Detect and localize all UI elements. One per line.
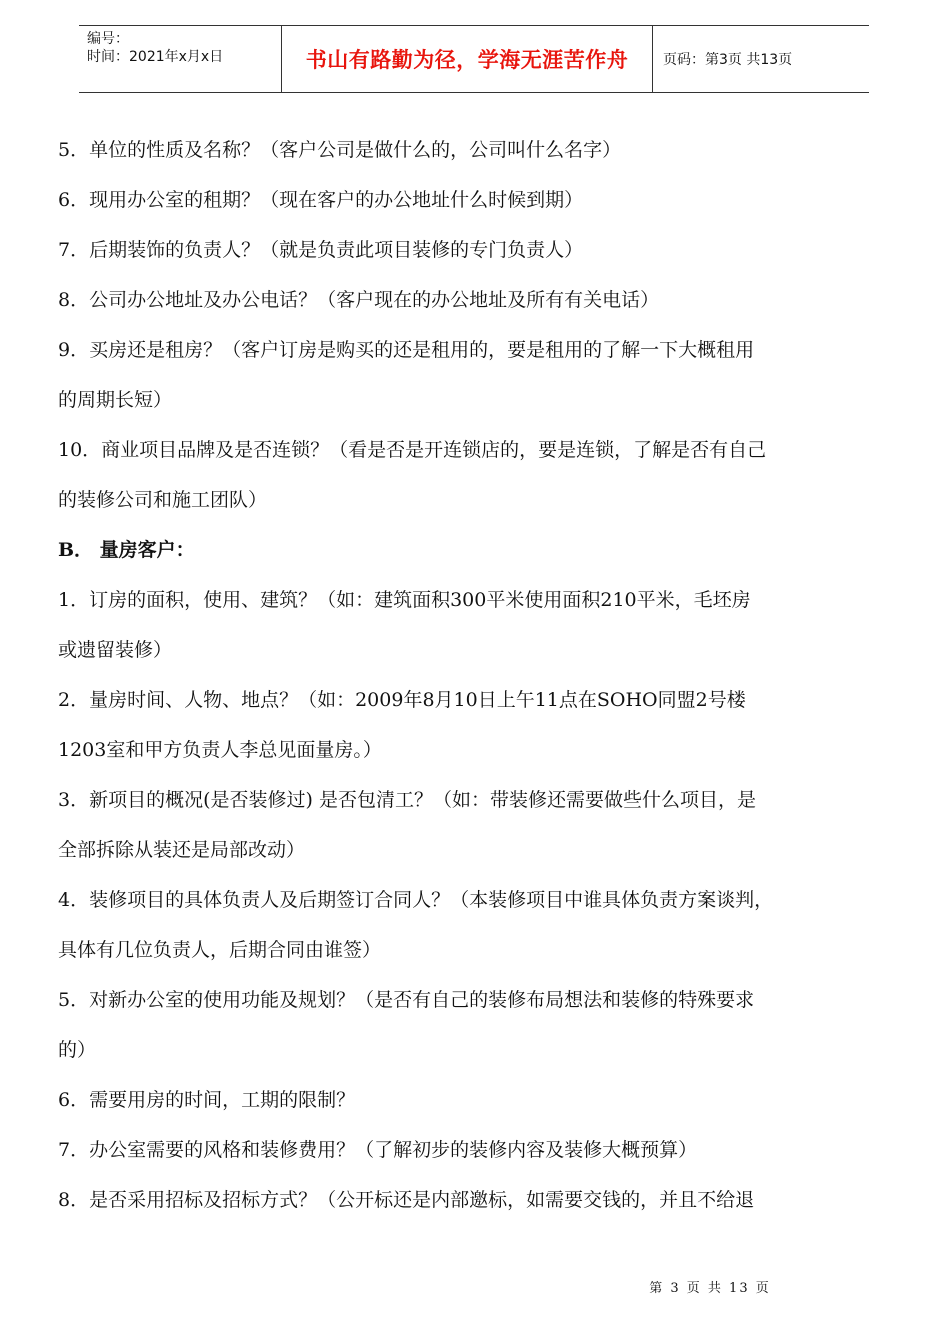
header-motto: 书山有路勤为径，学海无涯苦作舟 bbox=[281, 26, 653, 92]
page-footer-number: 第 3 页 共 13 页 bbox=[649, 1281, 771, 1296]
page-header bbox=[79, 25, 869, 93]
header-number-label: 编号： bbox=[87, 31, 129, 47]
text-line: 全部拆除从装还是局部改动） bbox=[58, 839, 306, 861]
text-line: 的周期长短） bbox=[58, 389, 173, 411]
text-line: 6．需要用房的时间，工期的限制？ bbox=[58, 1089, 356, 1111]
header-page-info: 页码：第3页 共13页 bbox=[663, 52, 793, 68]
text-line: 7．办公室需要的风格和装修费用？（了解初步的装修内容及装修大概预算） bbox=[58, 1139, 698, 1161]
section-heading: B． 量房客户： bbox=[58, 539, 195, 561]
text-line: 10．商业项目品牌及是否连锁？（看是否是开连锁店的，要是连锁，了解是否有自己 bbox=[58, 439, 767, 461]
text-line: 4．装修项目的具体负责人及后期签订合同人？（本装修项目中谁具体负责方案谈判， bbox=[58, 889, 774, 911]
text-line: 的） bbox=[58, 1039, 97, 1061]
text-line: 9．买房还是租房？（客户订房是购买的还是租用的，要是租用的了解一下大概租用 bbox=[58, 339, 755, 361]
header-time-label: 时间：2021年x月x日 bbox=[87, 49, 224, 65]
text-line: 或遗留装修） bbox=[58, 639, 173, 661]
text-line: 6．现用办公室的租期？（现在客户的办公地址什么时候到期） bbox=[58, 189, 584, 211]
text-line: 8．是否采用招标及招标方式？（公开标还是内部邀标，如需要交钱的，并且不给退 bbox=[58, 1189, 755, 1211]
text-line: 1203室和甲方负责人李总见面量房。） bbox=[58, 739, 382, 761]
text-line: 1．订房的面积，使用、建筑？（如：建筑面积300平米使用面积210平米，毛坯房 bbox=[58, 589, 751, 611]
text-line: 的装修公司和施工团队） bbox=[58, 489, 268, 511]
text-line: 7．后期装饰的负责人？（就是负责此项目装修的专门负责人） bbox=[58, 239, 584, 261]
text-line: 5．对新办公室的使用功能及规划？（是否有自己的装修布局想法和装修的特殊要求 bbox=[58, 989, 755, 1011]
document-body bbox=[58, 125, 894, 1225]
text-line: 具体有几位负责人，后期合同由谁签） bbox=[58, 939, 382, 961]
text-line: 2．量房时间、人物、地点？（如：2009年8月10日上午11点在SOHO同盟2号楼 bbox=[58, 689, 746, 711]
header-meta-cell bbox=[79, 26, 281, 92]
text-line: 8．公司办公地址及办公电话？（客户现在的办公地址及所有有关电话） bbox=[58, 289, 660, 311]
text-line: 3．新项目的概况(是否装修过) 是否包清工？（如：带装修还需要做些什么项目，是 bbox=[58, 789, 756, 811]
text-line: 5．单位的性质及名称？（客户公司是做什么的，公司叫什么名字） bbox=[58, 139, 622, 161]
